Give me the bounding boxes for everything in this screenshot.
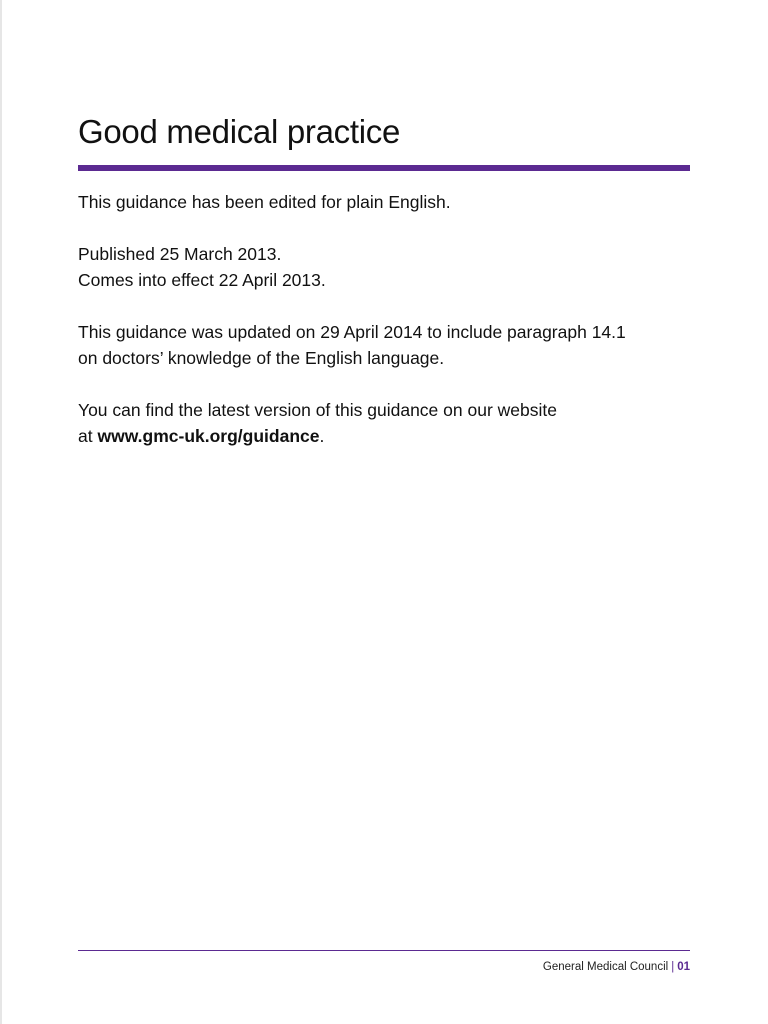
page-title: Good medical practice	[78, 113, 401, 150]
page-footer	[543, 959, 690, 975]
document-body	[78, 108, 690, 475]
plain-english-note	[78, 189, 690, 215]
update-line-1: This guidance was updated on 29 April 2014 to include paragraph 14.1	[78, 322, 626, 342]
plain-english-line: This guidance has been edited for plain English.	[78, 192, 451, 212]
guidance-text	[78, 189, 690, 449]
footer-organization: General Medical Council	[542, 961, 669, 973]
publication-dates	[78, 241, 690, 293]
title-underline-divider	[78, 165, 690, 171]
website-line-1: You can find the latest version of this guidance on our website	[78, 400, 557, 420]
page-number: 01	[677, 961, 690, 973]
website-note	[78, 397, 690, 449]
effective-date: Comes into effect 22 April 2013.	[78, 270, 326, 290]
update-note	[78, 319, 690, 371]
footer-divider	[78, 950, 690, 951]
update-line-2: on doctors’ knowledge of the English language.	[78, 348, 445, 368]
page-edge	[0, 0, 2, 1024]
footer-separator: |	[671, 961, 675, 973]
published-date: Published 25 March 2013.	[78, 244, 282, 264]
website-url-link[interactable]: www.gmc-uk.org/guidance	[97, 426, 320, 446]
website-suffix: .	[319, 426, 325, 446]
website-prefix: at	[78, 426, 98, 446]
website-line-2	[78, 423, 690, 449]
